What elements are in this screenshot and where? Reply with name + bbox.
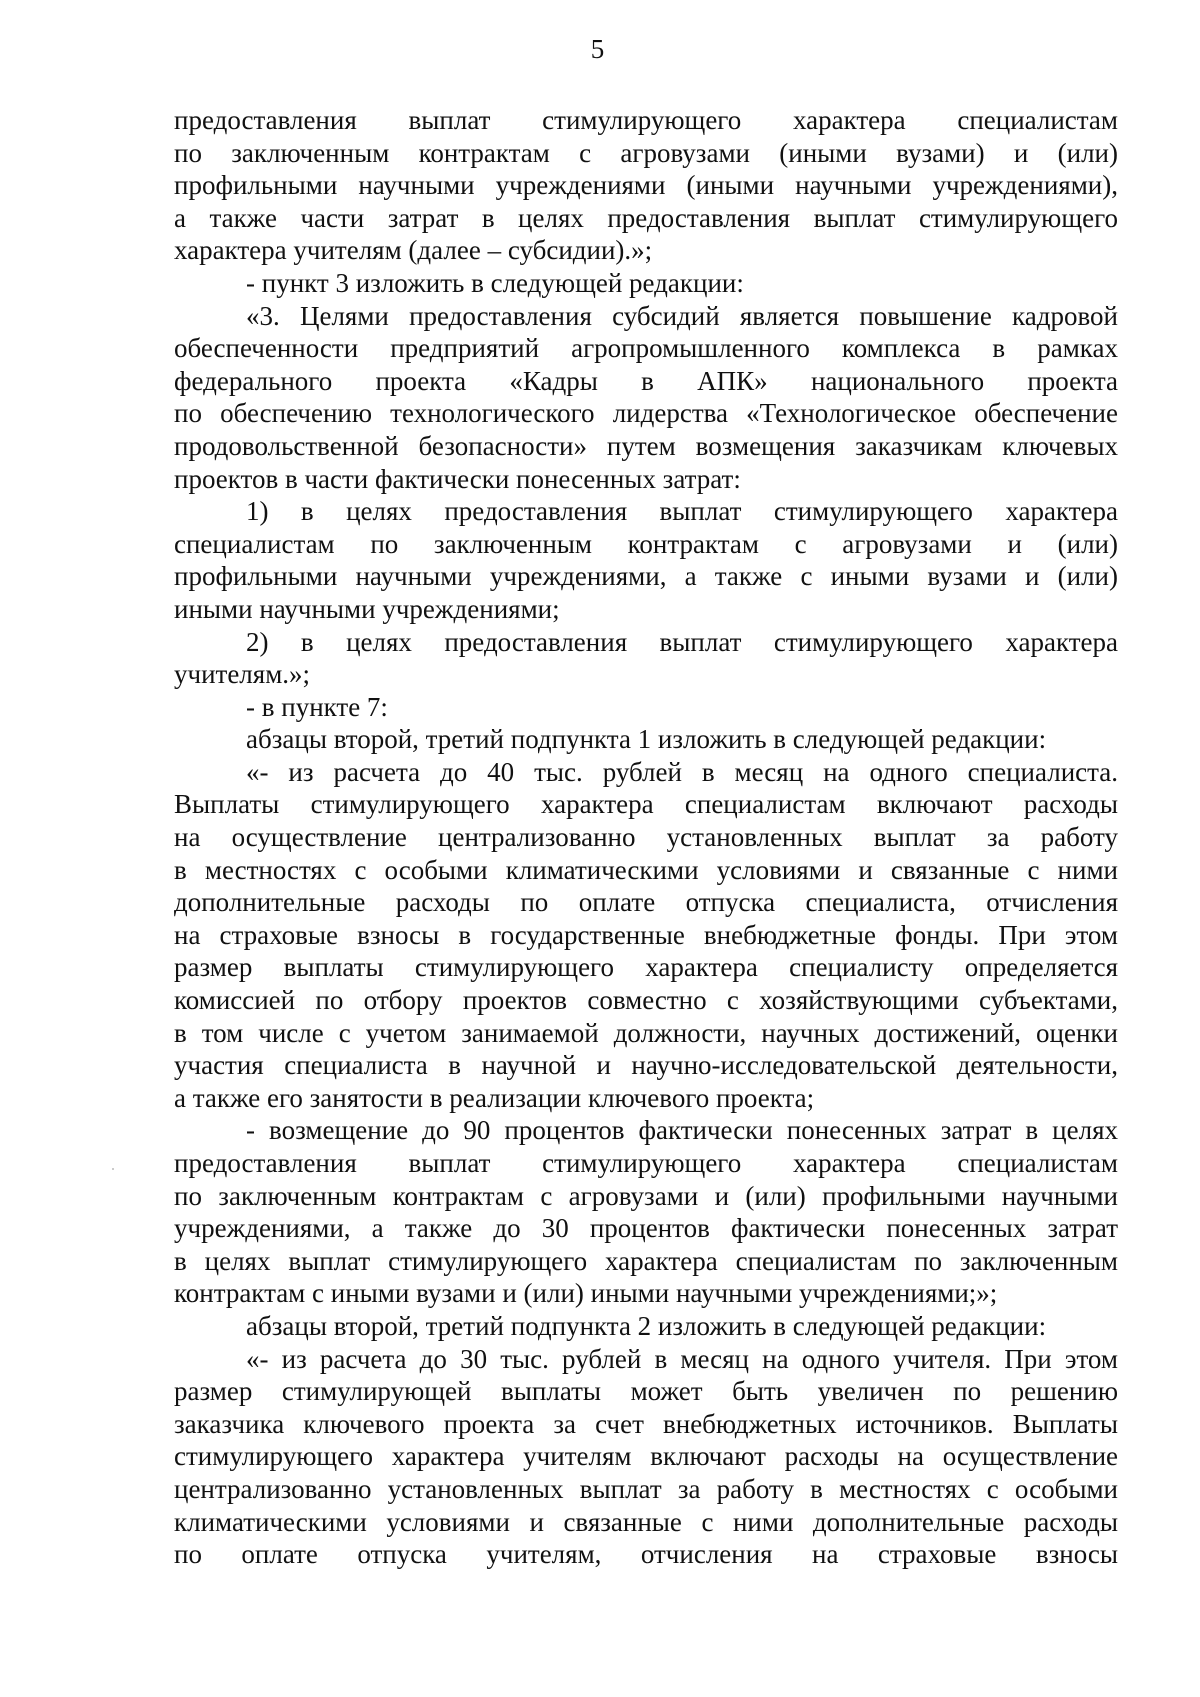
text-line: «3. Целями предоставления субсидий является повышение кадровой bbox=[246, 300, 1118, 331]
text-line: «- из расчета до 30 тыс. рублей в месяц на одного учителя. При этом bbox=[246, 1343, 1118, 1374]
text-line: профильными научными учреждениями (иными научными учреждениями), bbox=[174, 170, 1118, 201]
text-line: размер выплаты стимулирующего характера специалисту определяется bbox=[174, 952, 1118, 983]
text-line: участия специалиста в научной и научно-исследовательской деятельности, bbox=[174, 1050, 1118, 1081]
text-line: в том числе с учетом занимаемой должности, научных достижений, оценки bbox=[174, 1017, 1118, 1048]
text-line: централизованно установленных выплат за работу в местностях с особыми bbox=[174, 1473, 1118, 1504]
text-line: учителям.»; bbox=[174, 659, 311, 690]
text-line: - возмещение до 90 процентов фактически понесенных затрат в целях bbox=[246, 1115, 1118, 1146]
text-line: профильными научными учреждениями, а также с иными вузами и (или) bbox=[174, 561, 1118, 592]
text-line: - в пункте 7: bbox=[246, 691, 388, 722]
text-line: учреждениями, а также до 30 процентов фактически понесенных затрат bbox=[174, 1213, 1118, 1244]
text-line: продовольственной безопасности» путем возмещения заказчикам ключевых bbox=[174, 430, 1118, 461]
text-line: - пункт 3 изложить в следующей редакции: bbox=[246, 267, 744, 298]
text-line: характера учителям (далее – субсидии).»; bbox=[174, 235, 653, 266]
text-line: дополнительные расходы по оплате отпуска специалиста, отчисления bbox=[174, 887, 1118, 918]
text-line: абзацы второй, третий подпункта 2 изложить в следующей редакции: bbox=[246, 1310, 1047, 1341]
text-line: размер стимулирующей выплаты может быть увеличен по решению bbox=[174, 1376, 1118, 1407]
text-line: «- из расчета до 40 тыс. рублей в месяц на одного специалиста. bbox=[246, 756, 1118, 787]
text-line: стимулирующего характера учителям включают расходы на осуществление bbox=[174, 1441, 1118, 1472]
text-line: предоставления выплат стимулирующего характера специалистам bbox=[174, 105, 1118, 135]
text-line: 2) в целях предоставления выплат стимулирующего характера bbox=[246, 626, 1118, 657]
text-line: комиссией по отбору проектов совместно с хозяйствующими субъектами, bbox=[174, 985, 1118, 1016]
text-line: обеспеченности предприятий агропромышленного комплекса в рамках bbox=[174, 333, 1118, 364]
scan-speck bbox=[112, 1168, 114, 1170]
text-line: по заключенным контрактам с агровузами и (или) профильными научными bbox=[174, 1180, 1118, 1211]
text-line: по обеспечению технологического лидерства «Технологическое обеспечение bbox=[174, 398, 1118, 429]
text-line: по оплате отпуска учителям, отчисления на страховые взносы bbox=[174, 1539, 1118, 1570]
text-line: на осуществление централизованно установленных выплат за работу bbox=[174, 822, 1118, 853]
document-body bbox=[174, 104, 1118, 1571]
page-number: 5 bbox=[590, 34, 605, 64]
text-line: 1) в целях предоставления выплат стимулирующего характера bbox=[246, 496, 1118, 527]
text-line: в целях выплат стимулирующего характера специалистам по заключенным bbox=[174, 1245, 1118, 1276]
text-line: на страховые взносы в государственные внебюджетные фонды. При этом bbox=[174, 919, 1118, 950]
text-line: а также его занятости в реализации ключевого проекта; bbox=[174, 1082, 815, 1113]
text-line: климатическими условиями и связанные с ними дополнительные расходы bbox=[174, 1506, 1118, 1537]
text-line: иными научными учреждениями; bbox=[174, 593, 560, 624]
text-line: Выплаты стимулирующего характера специалистам включают расходы bbox=[174, 789, 1118, 820]
text-line: специалистам по заключенным контрактам с агровузами и (или) bbox=[174, 528, 1118, 559]
text-line: в местностях с особыми климатическими условиями и связанные с ними bbox=[174, 854, 1118, 885]
text-line: федерального проекта «Кадры в АПК» национального проекта bbox=[174, 365, 1118, 396]
text-line: предоставления выплат стимулирующего характера специалистам bbox=[174, 1148, 1118, 1178]
text-line: проектов в части фактически понесенных затрат: bbox=[174, 463, 741, 494]
text-line: абзацы второй, третий подпункта 1 изложить в следующей редакции: bbox=[246, 724, 1047, 755]
text-line: по заключенным контрактам с агровузами (иными вузами) и (или) bbox=[174, 137, 1118, 168]
text-line: а также части затрат в целях предоставления выплат стимулирующего bbox=[174, 202, 1118, 233]
text-line: заказчика ключевого проекта за счет внебюджетных источников. Выплаты bbox=[174, 1408, 1118, 1439]
text-line: контрактам с иными вузами и (или) иными научными учреждениями;»; bbox=[174, 1278, 998, 1309]
